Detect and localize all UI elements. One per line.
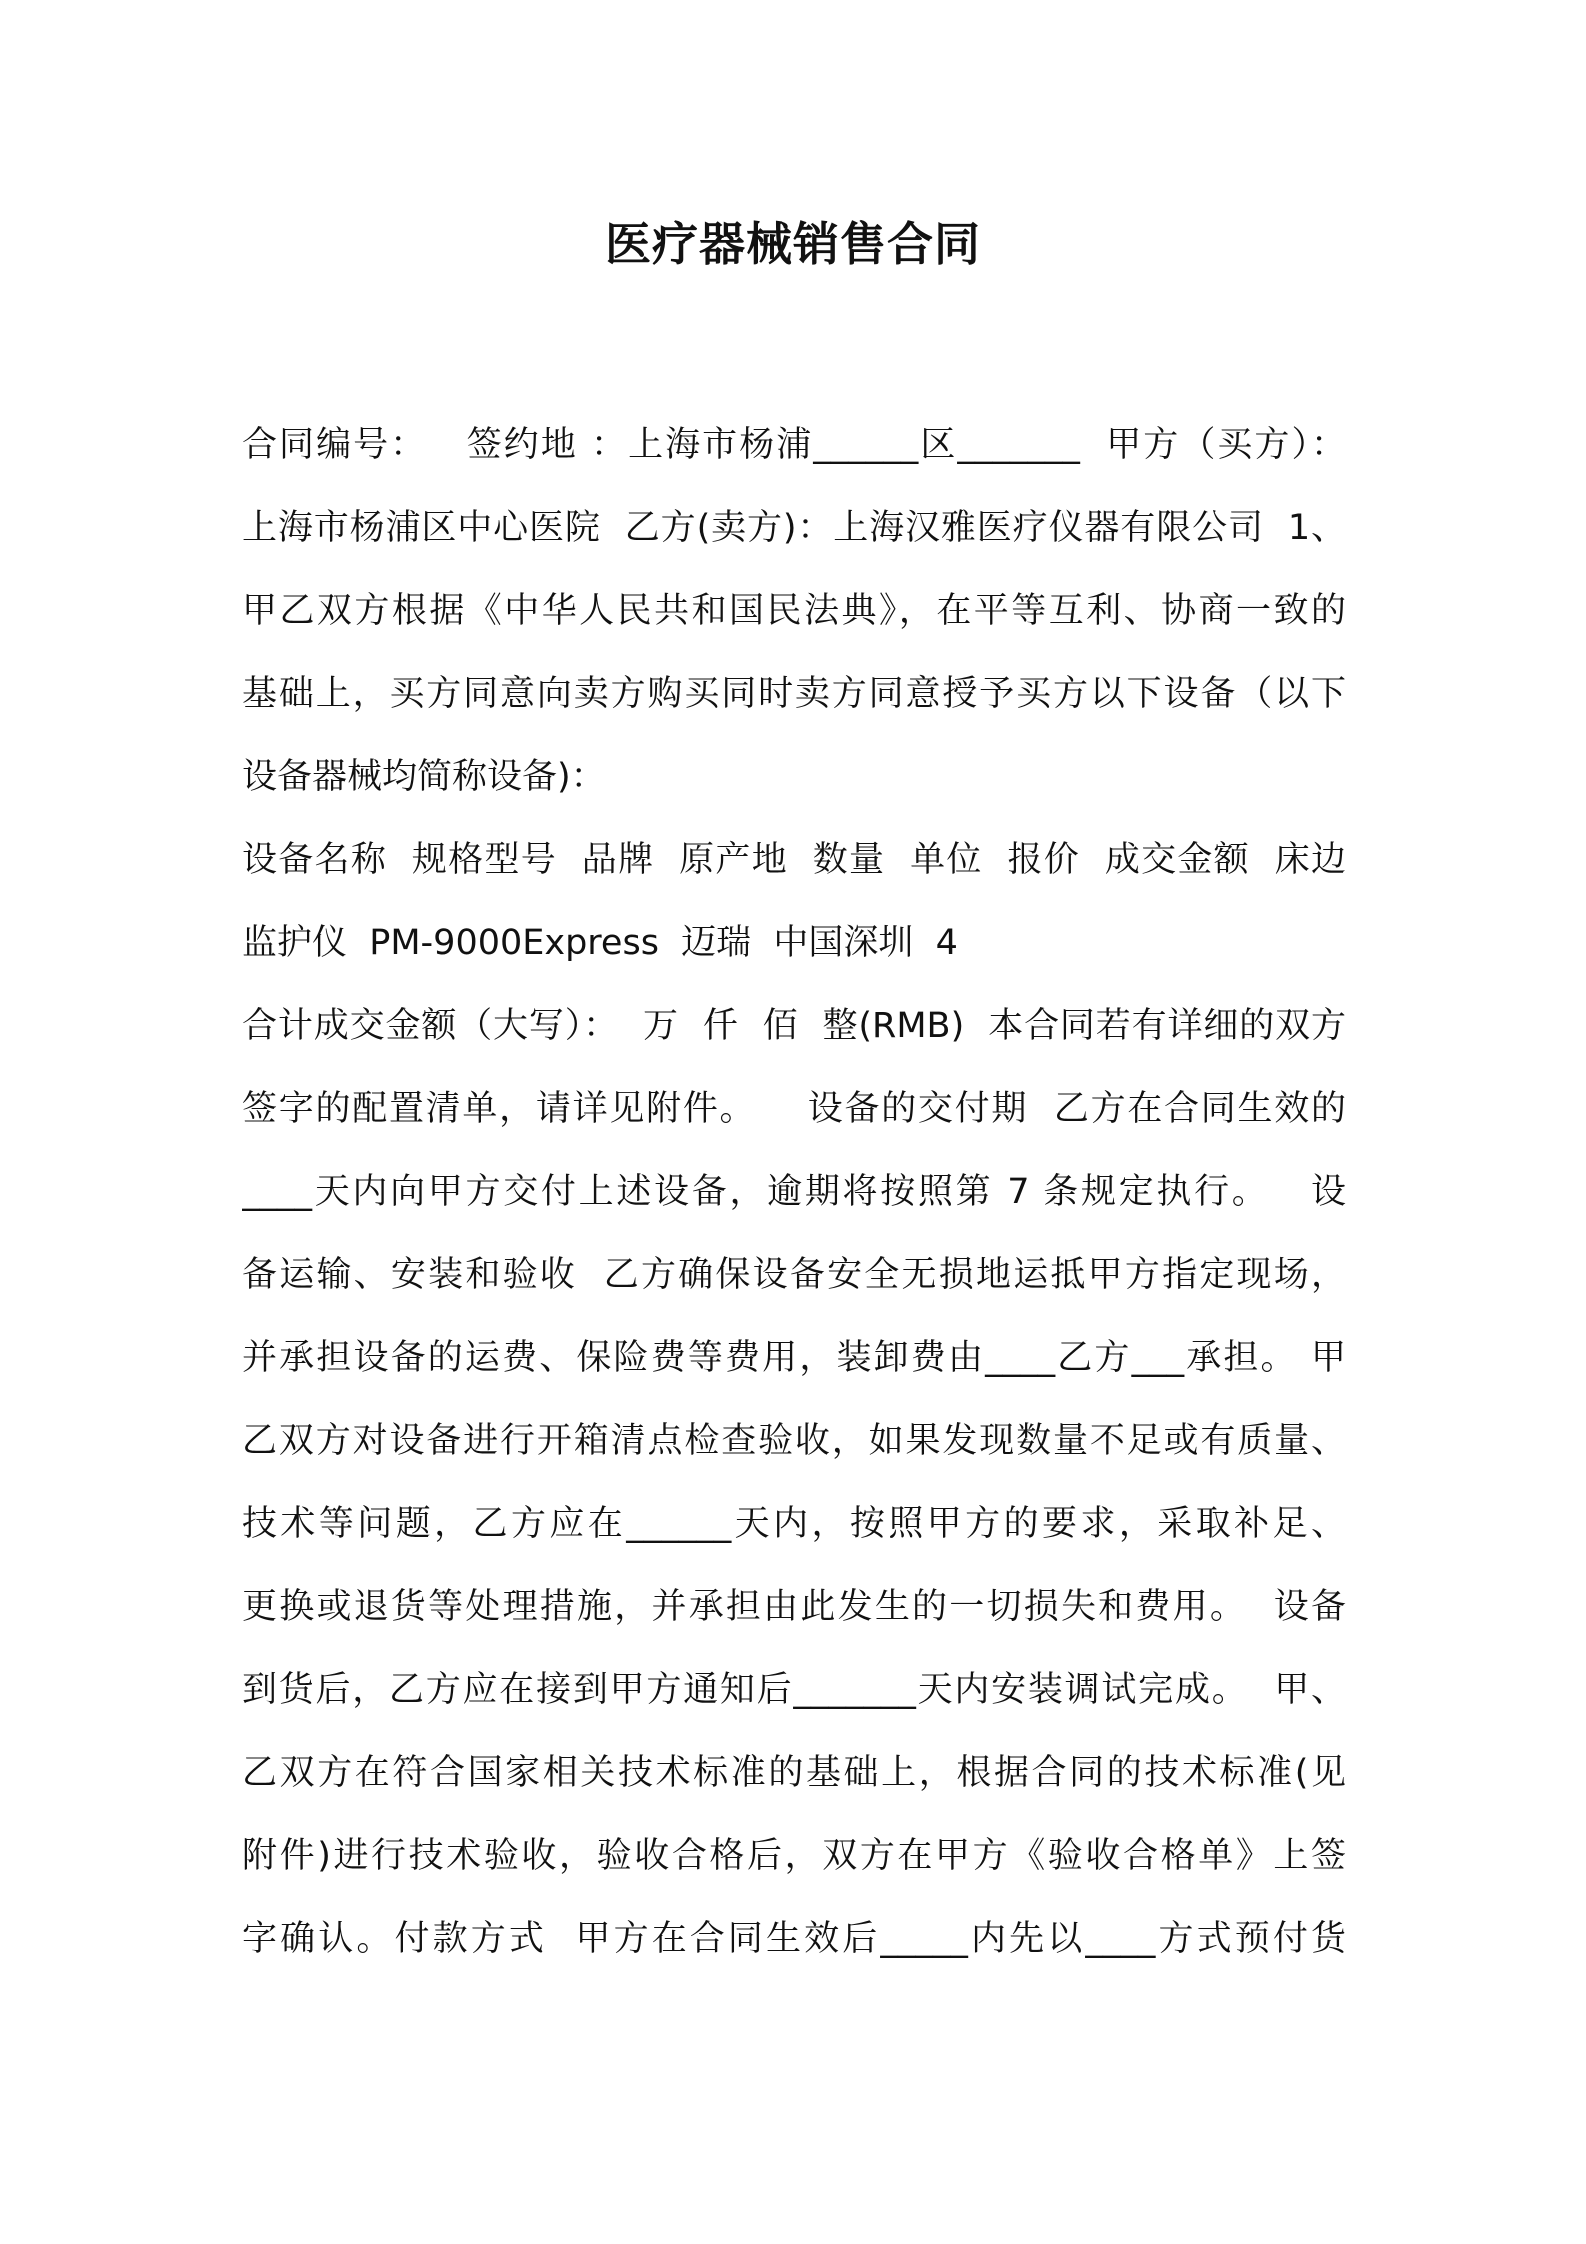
body-line: 监护仪 PM-9000Express 迈瑞 中国深圳 4 [242,923,958,963]
body-line: 设备名称 规格型号 品牌 原产地 数量 单位 报价 成交金额 床边 [242,840,1346,880]
body-line: 上海市杨浦区中心医院 乙方(卖方)：上海汉雅医疗仪器有限公司 1、 [242,508,1346,548]
body-line: 备运输、安装和验收 乙方确保设备安全无损地运抵甲方指定现场， [242,1255,1346,1295]
body-line: 合计成交金额（大写）： 万 仟 佰 整(RMB) 本合同若有详细的双方 [242,1006,1346,1046]
body-line: ____天内向甲方交付上述设备，逾期将按照第 7 条规定执行。 设 [242,1172,1346,1212]
body-line: 到货后，乙方应在接到甲方通知后_______天内安装调试完成。 甲、 [242,1670,1346,1710]
body-line: 技术等问题，乙方应在______天内，按照甲方的要求，采取补足、 [242,1504,1346,1544]
body-line: 附件)进行技术验收，验收合格后，双方在甲方《验收合格单》上签 [242,1836,1346,1876]
contract-body [242,404,1346,1981]
body-line: 基础上，买方同意向卖方购买同时卖方同意授予买方以下设备（以下 [242,674,1346,714]
body-line: 乙双方对设备进行开箱清点检查验收，如果发现数量不足或有质量、 [242,1421,1346,1461]
body-line: 签字的配置清单，请详见附件。 设备的交付期 乙方在合同生效的 [242,1089,1346,1129]
body-line: 并承担设备的运费、保险费等费用，装卸费由____乙方___承担。 甲 [242,1338,1346,1378]
document-title: 医疗器械销售合同 [605,217,981,271]
body-line: 字确认。付款方式 甲方在合同生效后_____内先以____方式预付货 [242,1919,1346,1959]
body-line: 更换或退货等处理措施，并承担由此发生的一切损失和费用。 设备 [242,1587,1346,1627]
body-line: 设备器械均简称设备)： [242,757,606,797]
body-line: 合同编号： 签约地 ：上海市杨浦______区_______ 甲方（买方）： [242,425,1346,465]
body-line: 乙双方在符合国家相关技术标准的基础上，根据合同的技术标准(见 [242,1753,1346,1793]
body-line: 甲乙双方根据《中华人民共和国民法典》，在平等互利、协商一致的 [242,591,1346,631]
